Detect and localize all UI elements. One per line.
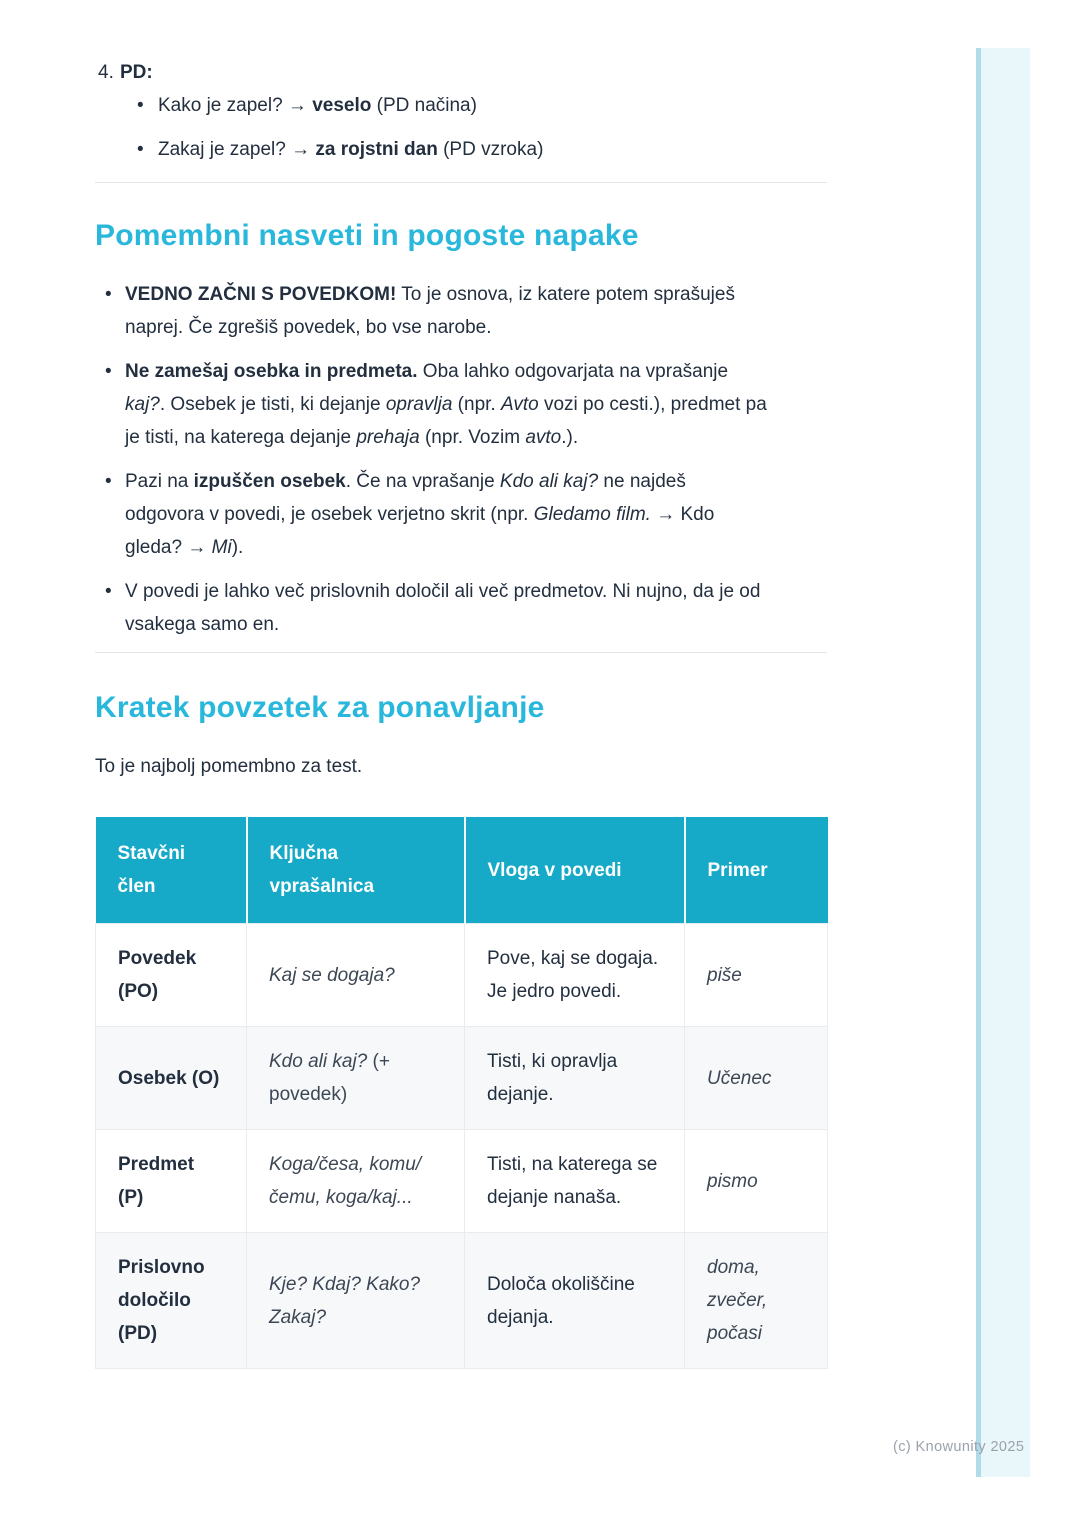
section-divider: [95, 652, 827, 653]
cell-question: Koga/česa, komu/čemu, koga/kaj...: [247, 1130, 465, 1233]
list-item: • Ne zamešaj osebka in predmeta. Oba lahko odgovarjata na vprašanje kaj?. Osebek je tisti, ki dejanje opravlja (npr. Avto vozi po cesti.), predmet pa je tisti, na katerega dejanje prehaja (npr. Vozim avto.).: [95, 355, 770, 454]
list-item: • Kako je zapel? → veselo (PD načina): [95, 89, 827, 122]
table-row: [96, 924, 828, 1027]
table-header-cell: Ključna vprašalnica: [247, 817, 465, 924]
list-item: • VEDNO ZAČNI S POVEDKOM! To je osnova, iz katere potem sprašuješ naprej. Če zgrešiš povedek, bo vse narobe.: [95, 278, 770, 344]
pd-examples-list: [95, 89, 827, 166]
cell-element: Povedek (PO): [96, 924, 247, 1027]
copyright-watermark: (c) Knowunity 2025: [893, 1439, 1025, 1455]
list-item: • V povedi je lahko več prislovnih določil ali več predmetov. Ni nujno, da je od vsakega samo en.: [95, 575, 770, 641]
cell-role: Pove, kaj se dogaja. Je jedro povedi.: [465, 924, 685, 1027]
cell-role: Tisti, na katerega se dejanje nanaša.: [465, 1130, 685, 1233]
section-title-summary: Kratek povzetek za ponavljanje: [95, 691, 545, 724]
numbered-item-label: PD:: [120, 62, 153, 83]
table-header-cell: Primer: [685, 817, 828, 924]
table-header-row: [96, 817, 828, 924]
table-row: [96, 1233, 828, 1369]
table-header-cell: Stavčni člen: [96, 817, 247, 924]
table-row: [96, 1130, 828, 1233]
list-item: • Pazi na izpuščen osebek. Če na vprašanje Kdo ali kaj? ne najdeš odgovora v povedi, je osebek verjetno skrit (npr. Gledamo film. → Kdo gleda? → Mi).: [95, 465, 770, 564]
numbered-item-pd: [95, 56, 827, 89]
table-row: [96, 1027, 828, 1130]
cell-element: Prislovno določilo (PD): [96, 1233, 247, 1369]
section-title-tips: Pomembni nasveti in pogoste napake: [95, 219, 639, 252]
right-accent-bar: [976, 48, 1030, 1477]
cell-role: Tisti, ki opravlja dejanje.: [465, 1027, 685, 1130]
cell-role: Določa okoliščine dejanja.: [465, 1233, 685, 1369]
list-item: • Zakaj je zapel? → za rojstni dan (PD vzroka): [95, 133, 827, 166]
cell-example: Učenec: [685, 1027, 828, 1130]
document-content: [95, 0, 827, 1369]
numbered-item-number: 4.: [98, 62, 114, 83]
table-header-cell: Vloga v povedi: [465, 817, 685, 924]
cell-question: Kje? Kdaj? Kako? Zakaj?: [247, 1233, 465, 1369]
cell-example: pismo: [685, 1130, 828, 1233]
tips-list: [95, 278, 827, 641]
cell-example: piše: [685, 924, 828, 1027]
cell-example: doma, zvečer, počasi: [685, 1233, 828, 1369]
cell-element: Osebek (O): [96, 1027, 247, 1130]
cell-question: Kaj se dogaja?: [247, 924, 465, 1027]
cell-question: Kdo ali kaj? (+ povedek): [247, 1027, 465, 1130]
section-divider: [95, 182, 827, 183]
summary-table: [95, 817, 828, 1369]
cell-element: Predmet (P): [96, 1130, 247, 1233]
summary-intro: To je najbolj pomembno za test.: [95, 756, 363, 777]
